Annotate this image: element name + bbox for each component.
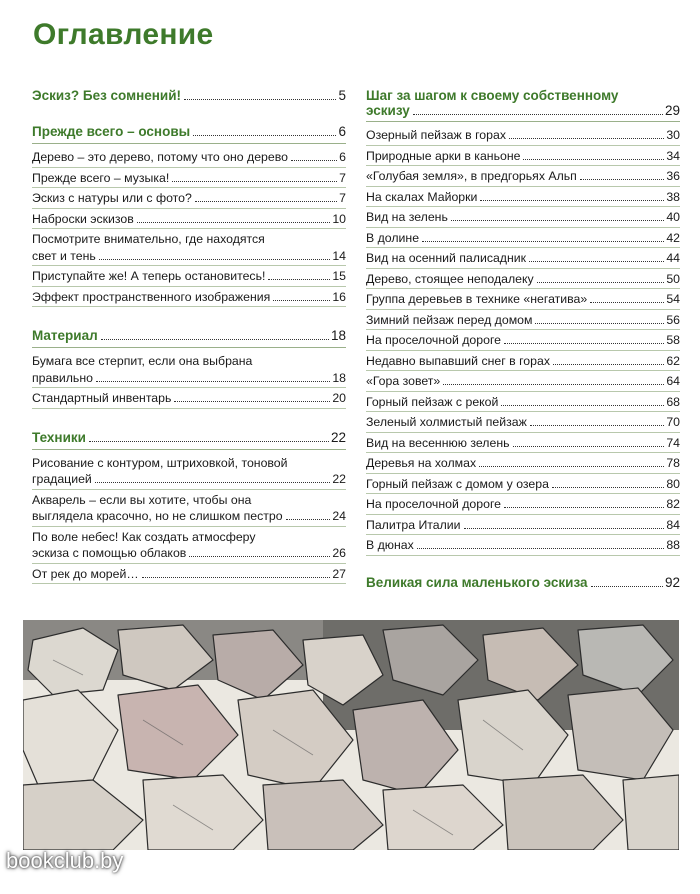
toc-entry[interactable]: От рек до морей… 27 xyxy=(32,564,346,585)
toc-entry[interactable]: Эффект пространственного изображения 16 xyxy=(32,287,346,308)
toc-section-heading[interactable]: Великая сила маленького эскиза 92 xyxy=(366,574,680,590)
toc-section xyxy=(32,88,346,103)
toc-section xyxy=(32,430,346,585)
toc-entry[interactable]: В долине 42 xyxy=(366,228,680,249)
page-title: Оглавление xyxy=(33,18,214,51)
toc-entry[interactable]: В дюнах 88 xyxy=(366,535,680,556)
toc-entry[interactable]: Недавно выпавший снег в горах 62 xyxy=(366,351,680,372)
toc-entry[interactable]: Наброски эскизов 10 xyxy=(32,209,346,230)
toc-entry[interactable]: Озерный пейзаж в горах 30 xyxy=(366,125,680,146)
toc-entry[interactable]: Группа деревьев в технике «негатива» 54 xyxy=(366,289,680,310)
toc-section xyxy=(32,328,346,409)
toc-entry[interactable]: Рисование с контуром, штриховкой, тоновой градацией 22 xyxy=(32,453,346,490)
toc-entry[interactable]: Зеленый холмистый пейзаж 70 xyxy=(366,412,680,433)
toc-section xyxy=(366,88,680,556)
toc-entry[interactable]: Приступайте же! А теперь остановитесь! 15 xyxy=(32,266,346,287)
watermark-text: bookclub.by xyxy=(6,848,124,873)
toc-entry[interactable]: «Голубая земля», в предгорьях Альп 36 xyxy=(366,166,680,187)
toc-section-heading[interactable]: Шаг за шагом к своему собственному эскизу 29 xyxy=(366,88,680,122)
toc-section xyxy=(32,124,346,307)
toc-entry[interactable]: На проселочной дороге 58 xyxy=(366,330,680,351)
toc-entry[interactable]: Палитра Италии 84 xyxy=(366,515,680,536)
rocks-watercolor-illustration xyxy=(23,620,679,850)
toc-section xyxy=(366,575,680,590)
rocks-sketch xyxy=(23,620,679,850)
toc-entry[interactable]: Вид на весеннюю зелень 74 xyxy=(366,433,680,454)
toc-section-heading[interactable]: Материал 18 xyxy=(32,328,346,348)
toc-entry[interactable]: Вид на зелень 40 xyxy=(366,207,680,228)
toc-section-heading[interactable]: Техники 22 xyxy=(32,430,346,450)
toc-entry[interactable]: Горный пейзаж с рекой 68 xyxy=(366,392,680,413)
toc-entry[interactable]: Бумага все стерпит, если она выбрана правильно 18 xyxy=(32,351,346,388)
toc-entry[interactable]: Посмотрите внимательно, где находятся свет и тень 14 xyxy=(32,229,346,266)
toc-entry[interactable]: Зимний пейзаж перед домом 56 xyxy=(366,310,680,331)
toc-entry[interactable]: Дерево – это дерево, потому что оно дерево 6 xyxy=(32,147,346,168)
toc-entry[interactable]: Горный пейзаж с домом у озера 80 xyxy=(366,474,680,495)
toc-left-column xyxy=(32,88,346,605)
toc-entry[interactable]: «Гора зовет» 64 xyxy=(366,371,680,392)
toc-section-heading[interactable]: Прежде всего – основы 6 xyxy=(32,124,346,144)
toc-entry[interactable]: Стандартный инвентарь 20 xyxy=(32,388,346,409)
toc-entry[interactable]: Прежде всего – музыка! 7 xyxy=(32,168,346,189)
toc-entry[interactable]: Акварель – если вы хотите, чтобы она выглядела красочно, но не слишком пестро 24 xyxy=(32,490,346,527)
toc-entry[interactable]: По воле небес! Как создать атмосферу эскиза с помощью облаков 26 xyxy=(32,527,346,564)
toc-entry[interactable]: Природные арки в каньоне 34 xyxy=(366,146,680,167)
toc-section-heading[interactable]: Эскиз? Без сомнений! 5 xyxy=(32,88,346,103)
toc-entry[interactable]: На проселочной дороге 82 xyxy=(366,494,680,515)
toc-entry[interactable]: Вид на осенний палисадник 44 xyxy=(366,248,680,269)
toc-entry[interactable]: Деревья на холмах 78 xyxy=(366,453,680,474)
toc-entry[interactable]: Дерево, стоящее неподалеку 50 xyxy=(366,269,680,290)
toc-right-column xyxy=(366,88,680,611)
toc-entry[interactable]: Эскиз с натуры или с фото? 7 xyxy=(32,188,346,209)
toc-entry[interactable]: На скалах Майорки 38 xyxy=(366,187,680,208)
